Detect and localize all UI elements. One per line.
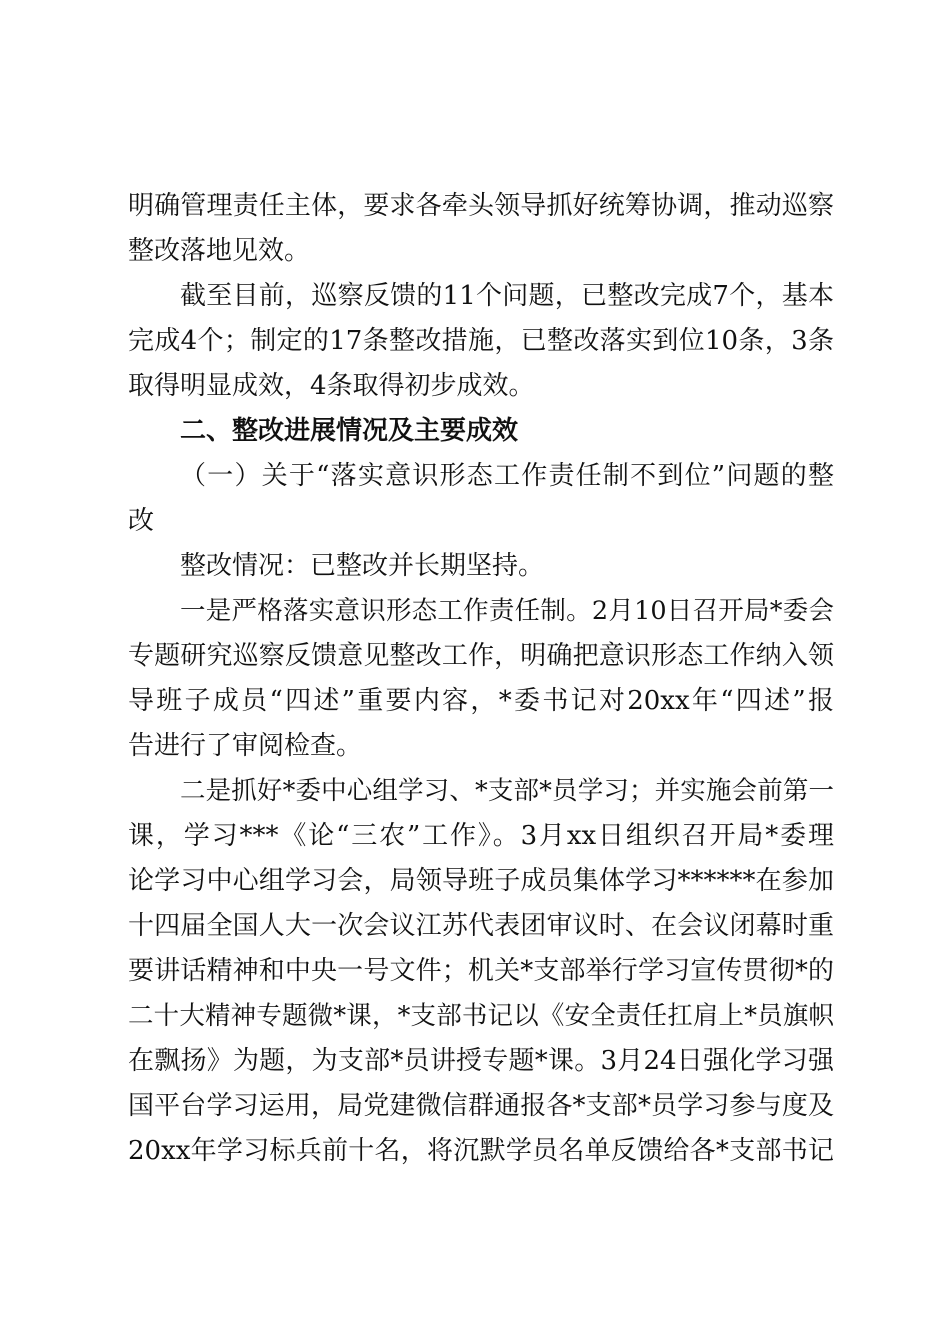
section-heading: 二、整改进展情况及主要成效 bbox=[180, 416, 519, 446]
paragraph-line: 二十大精神专题微*课，*支部书记以《安全责任扛肩上*员旗帜 bbox=[128, 1001, 834, 1031]
paragraph-line: 告进行了审阅检查。 bbox=[128, 731, 363, 761]
paragraph-line: 20xx年学习标兵前十名，将沉默学员名单反馈给各*支部书记 bbox=[128, 1136, 834, 1166]
paragraph-line: 完成4个；制定的17条整改措施，已整改落实到位10条，3条 bbox=[128, 326, 834, 356]
paragraph-line: 取得明显成效，4条取得初步成效。 bbox=[128, 371, 535, 401]
paragraph-line: 课，学习***《论“三农”工作》。3月xx日组织召开局*委理 bbox=[128, 821, 834, 851]
paragraph-line: 十四届全国人大一次会议江苏代表团审议时、在会议闭幕时重 bbox=[128, 911, 834, 941]
paragraph-line: 一是严格落实意识形态工作责任制。2月10日召开局*委会 bbox=[180, 596, 834, 626]
paragraph-line: 论学习中心组学习会，局领导班子成员集体学习******在参加 bbox=[128, 866, 834, 896]
paragraph-line: 整改落地见效。 bbox=[128, 236, 311, 266]
paragraph-line: 要讲话精神和中央一号文件；机关*支部举行学习宣传贯彻*的 bbox=[128, 956, 834, 986]
paragraph-line: 专题研究巡察反馈意见整改工作，明确把意识形态工作纳入领 bbox=[128, 641, 834, 671]
rectification-status: 整改情况：已整改并长期坚持。 bbox=[180, 551, 545, 581]
paragraph-line: 在飘扬》为题，为支部*员讲授专题*课。3月24日强化学习强 bbox=[128, 1046, 834, 1076]
subsection-heading: （一）关于“落实意识形态工作责任制不到位”问题的整 bbox=[180, 461, 834, 491]
paragraph-line: 截至目前，巡察反馈的11个问题，已整改完成7个，基本 bbox=[180, 281, 834, 311]
paragraph-line: 国平台学习运用，局党建微信群通报各*支部*员学习参与度及 bbox=[128, 1091, 834, 1121]
paragraph-line: 明确管理责任主体，要求各牵头领导抓好统筹协调，推动巡察 bbox=[128, 191, 834, 221]
paragraph-line: 二是抓好*委中心组学习、*支部*员学习；并实施会前第一 bbox=[180, 776, 834, 806]
subsection-heading-continued: 改 bbox=[128, 506, 155, 536]
paragraph-line: 导班子成员“四述”重要内容，*委书记对20xx年“四述”报 bbox=[128, 686, 834, 716]
